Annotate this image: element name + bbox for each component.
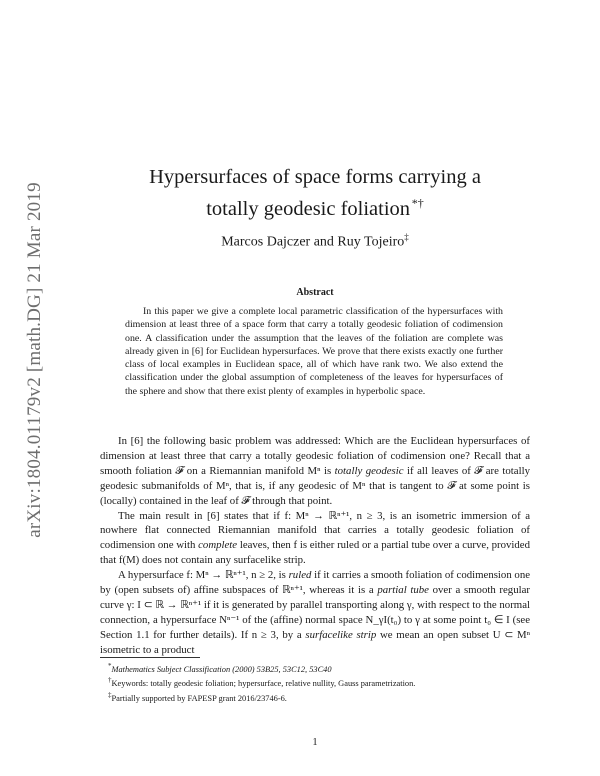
arxiv-identifier: arXiv:1804.01179v2 [math.DG] 21 Mar 2019 xyxy=(24,182,45,538)
term-totally-geodesic: totally geodesic xyxy=(334,464,404,477)
arxiv-sidebar-stamp xyxy=(20,150,50,570)
author-line xyxy=(100,232,530,251)
footnote-rule xyxy=(100,657,200,658)
abstract-text: In this paper we give a complete local parametric classification of the hypersurfaces with dimension at least three of a space form that carry a totally geodesic foliation of codimension one. A classification under the assumption that the leaves of the foliation are complete was already given in [6] for Euclidean hypersurfaces. We prove that there exists exactly one further class of local examples in Euclidean space, all of which have rank two. We also extend the classification under the global assumption of completeness of the leaves for hypersurfaces of the sphere and show that there exist plenty of examples in hyperbolic space. xyxy=(125,306,503,397)
paper-title xyxy=(100,164,530,222)
title-line-2: totally geodesic foliation xyxy=(206,197,411,220)
title-line-1: Hypersurfaces of space forms carrying a xyxy=(149,166,481,188)
title-footnote-marks: *† xyxy=(411,196,424,210)
footnote-3: ‡Partially supported by FAPESP grant 2016/23746-6. xyxy=(108,690,287,703)
footnote-1: *Mathematics Subject Classification (2000) 53B25, 53C12, 53C40 xyxy=(108,662,332,674)
term-complete: complete xyxy=(198,539,238,552)
paragraph-2: The main result in [6] states that if f: Mⁿ → ℝⁿ⁺¹, n ≥ 3, is an isometric immersion of a nowhere flat connected Riemannian manifold that carries a totally geodesic foliation of codimension one with complete leaves, then f is either ruled or a partial tube over a curve, provided that f(M) does not contain any surfacelike strip. xyxy=(100,509,530,567)
page-number: 1 xyxy=(312,737,318,748)
author-footnote-mark: ‡ xyxy=(404,232,409,242)
body-text xyxy=(100,434,530,658)
footnotes xyxy=(100,661,530,704)
author-names: Marcos Dajczer and Ruy Tojeiro xyxy=(221,234,405,250)
abstract-heading: Abstract xyxy=(296,287,334,298)
footnote-2: †Keywords: totally geodesic foliation; hypersurface, relative nullity, Gauss parametrization. xyxy=(108,676,416,689)
term-ruled: ruled xyxy=(288,569,312,582)
paragraph-1: In [6] the following basic problem was addressed: Which are the Euclidean hypersurfaces of dimension at least three that carry a totally geodesic foliation of codimension one? Recall that a smooth foliation 𝓕 on a Riemannian manifold Mⁿ is totally geodesic if all leaves of 𝓕 are totally geodesic submanifolds of Mⁿ, that is, if any geodesic of Mⁿ that is tangent to 𝓕 at some point is (locally) contained in the leaf of 𝓕 through that point. xyxy=(100,435,530,507)
term-surfacelike-strip: surfacelike strip xyxy=(305,628,377,641)
term-partial-tube: partial tube xyxy=(377,584,429,597)
abstract xyxy=(125,305,503,398)
paragraph-3: A hypersurface f: Mⁿ → ℝⁿ⁺¹, n ≥ 2, is ruled if it carries a smooth foliation of codimension one by (open subsets of) affine subspaces of ℝⁿ⁺¹, whereas it is a partial tube over a smooth regular curve γ: I ⊂ ℝ → ℝⁿ⁺¹ if it is generated by parallel transporting along γ, with respect to the normal connection, a hypersurface Nⁿ⁻¹ of the (affine) normal space N_γI(t₀) to γ at some point t₀ ∈ I (see Section 1.1 for further details). If n ≥ 3, by a surfacelike strip we mean an open subset U ⊂ Mⁿ isometric to a product xyxy=(100,569,531,656)
